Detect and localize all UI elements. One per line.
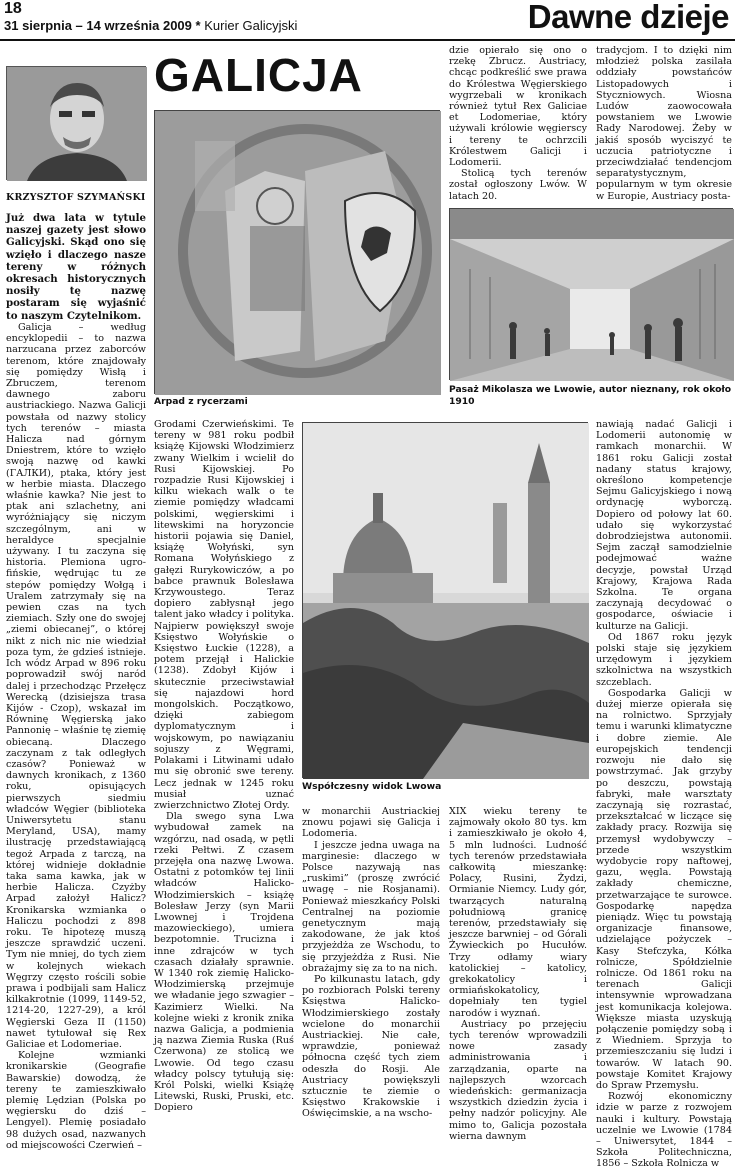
section-title: Dawne dzieje	[527, 0, 729, 35]
paragraph: dzie opierało się ono o rzekę Zbrucz. Austriacy, chcąc podkreślić swe prawa do Królestwa Węgierskiego wygrzebali w kronikach również tytuł Rex Galiciae et Lodomeriae, który używali królowie węgierscy i tereny te ochrzcili Królestwem Galicji i Lodomerii.	[449, 45, 587, 169]
mikolasz-passage-photo-icon	[450, 209, 734, 381]
paragraph: Dla swego syna Lwa wybudował zamek na wzgórzu, nad osadą, w pętli rzeki Pełtwi. Z czasem przejęła ona nazwę Lwowa. Ostatni z potomków tej linii władców Halicko-Włodzimierskich – książę Bolesław Jerzy (syn Marii Lwownej i Trojdena mazowieckiego), umiera bezpotomnie. Trucizna i inne zdrajców w tych czasach działały sprawnie. W 1340 rok ziemię Halicko-Włodzimierską przejmuje we władanie jego szwagier – Kazimierz Wielki. Na kolejne wieki z kronik znika nazwa Galicja, a podmienia ją nazwa Ziemia Ruska (Ruś Czerwona) ze stolicą we Lwowie. Od tego czasu władcy polscy tytułują się: Król Polski, wielki Książę Litewski, Ruski, Pruski, etc. Dopiero	[154, 811, 294, 1114]
paragraph: Galicja – według encyklopedii – to nazwa narzucana przez zaborców terenom, które znajdowały się pomiędzy Wisłą i Zbruczem, terenom dawnego zaboru austriackiego. Nazwa Galicji powstała od nazwy stolicy tych terenów – miasta Halicza nad górnym Dniestrem, które to wzięło swoją nazwę od kawki (ГАЛКИ), ptaka, który jest w herbie miasta. Dlaczego właśnie kawka? Nie jest to ptak ani szlachetny, ani wyróżniający się niczym szczególnym, ani w heraldyce specjalnie używany. I tu zaczyna się historia. Plemiona ugro-fińskie, wędrując tu ze stepów pomiędzy Wołgą i Uralem zatrzymały się na pewien czas na tych ziemiach. Szły one do swojej „ziemi obiecanej”, o której nikt z nich nic nie wiedział poza tym, że gdzieś istnieje. Ich wódz Arpad w 896 roku poprowadził swój naród dalej i przechodząc Przełęcz Werecką (dzisiejsza trasa Kijów - Czop), wskazał im Równinę Węgierską jako Pannonię – właśnie tę ziemię obiecaną. Dlaczego zaczynam z tak odległych czasów? Ponieważ w dawnych kronikach, z 1360 roku, opisujących pierwszych siedmiu władców Węgier (biblioteka Uniwersytetu stanu Meryland, USA), mamy ilustrację przedstawiającą tegoż Arpada z tarczą, na której widnieje dokładnie taka sama kawka, jak w herbie Halicza. Czyżby Arpad założył Halicz? Kronikarska wzmianka o Haliczu pochodzi z 898 roku. Te hipotezę muszą jeszcze sprawdzić uczeni. Tym nie mniej, do tych ziem w kolejnych wiekach Węgrzy często rościli sobie prawa i podbijali sam Halicz kilkakrotnie (1099, 1149-52, 1214-20, 1227-29), a król Węgierski Geza II (1150) nawet tytułował się Rex Galiciae et Lodomeriae.	[6, 322, 146, 1050]
text-column-3-top	[449, 45, 587, 205]
author-name: KRZYSZTOF SZYMAŃSKI	[6, 192, 146, 203]
paragraph: Austriacy po przejęciu tych terenów wprowadzili nowe zasady administrowania i zarządzania, oparte na najlepszych wzorcach wiedeńskich: germanizacja wszystkich dziedzin życia i pełny nadzór policyjny. Ale mimo to, Galicja pozostała wierna dawnym	[449, 1018, 587, 1142]
text-column-2	[154, 419, 294, 1114]
paragraph: XIX wieku tereny te zajmowały około 80 tys. km i zamieszkiwało je około 4, 5 mln ludności. Ludność tych terenów przedstawiała całkowitą mieszankę: Polacy, Rusini, Żydzi, Ormianie Niemcy. Ludy gór, twarzących naturalną południową granicę terenów, przedstawiały się jeszcze barwniej – od Górali Żywieckich po Hucułów. Trzy odłamy wiary katolickiej – katolicy, grekokatolicy i ormiańskokatolicy, dopełniały ten tygiel narodów i wyznań.	[449, 806, 587, 1019]
arpad-illustration	[154, 110, 440, 394]
paragraph: Stolicą tych terenów został ogłoszony Lwów. W latach 20.	[449, 168, 587, 202]
issue-date: 31 sierpnia – 14 września 2009	[4, 18, 192, 33]
caption-passage: Pasaż Mikolasza we Lwowie, autor nieznany, rok około 1910	[449, 384, 732, 407]
paragraph: Po kilkunastu latach, gdy po rozbiorach Polski tereny Księstwa Halicko-Włodzimierskiego zostały wcielone do monarchii Austriackiej. Nie całe, wprawdzie, ponieważ północna część tych ziem odeszła do Rosji. Ale Austriacy powiększyli sztucznie te ziemie o Księstwo Krakowskie i Oświęcimskie, a na wscho-	[302, 974, 440, 1120]
paragraph: w monarchii Austriackiej znowu pojawi się Galicja i Lodomeria.	[302, 806, 440, 840]
paragraph: Rozwój ekonomiczny idzie w parze z rozwojem nauki i kultury. Powstają uczelnie we Lwowie (1784 – Uniwersytet, 1844 – Szkoła Politechniczna, 1856 – Szkoła Rolnicza w	[596, 1091, 732, 1170]
paragraph: Kolejne wzmianki kronikarskie (Geografie Bawarskie) dowodzą, że tereny te zamieszkiwało plemię Lędzian (Polska po węgiersku do dziś – Lengyel). Plemię posiadało 98 dużych osad, nazwanych od miejscowości Czerwień –	[6, 1050, 146, 1151]
arpad-knights-illustration-icon	[155, 111, 441, 395]
paragraph: nawiają nadać Galicji i Lodomerii autonomię w ramkach monarchii. W 1861 roku Galicji został nadany status krajowy, określono kompetencje Sejmu Galicyjskiego i nową ordynację wyborczą. Dopiero od połowy lat 60. udało się wykorzystać dobrodziejstwa autonomii. Sejm zaczął samodzielnie podejmować ważne decyzje, powstał Urząd Krajowy, Krajowa Rada Szkolna. Te organa zaczynają decydować o gospodarce, oświacie i kulturze na Galicji.	[596, 419, 732, 632]
text-column-2b	[302, 806, 440, 1120]
header-rule	[0, 39, 735, 41]
caption-view: Współczesny widok Lwowa	[302, 781, 442, 792]
author-portrait-photo-icon	[7, 67, 147, 181]
paragraph: Od 1867 roku język polski staje się językiem urzędowym i językiem szkolnictwa na wszystkich szczeblach.	[596, 631, 732, 688]
text-column-3b	[449, 806, 587, 1142]
lviv-view-photo-icon	[303, 423, 589, 779]
article-lead: Już dwa lata w tytule naszej gazety jest słowo Galicyjski. Skąd ono się wzięło i dlaczego nasze tereny w różnych okresach historycznych nosiły tę nazwę postaram się wyjaśnić to naszym Czytelnikom.	[6, 212, 146, 322]
article-title: GALICJA	[154, 49, 363, 101]
caption-arpad: Arpad z rycerzami	[154, 396, 248, 407]
issue-line	[4, 18, 297, 33]
page-header	[0, 0, 735, 40]
paragraph: tradycjom. I to dzięki nim młodzież polska zasilała oddziały powstańców Listopadowych i Styczniowych. Wiosna Ludów zaowocowała powstaniem we Lwowie Rady Narodowej. Żeby w jakiś sposób wyciszyć te uczucia patriotyczne i przeciwdziałać tendencjom separatystycznym, popularnym w tym okresie w Europie, Austriacy posta-	[596, 45, 732, 202]
issue-separator: *	[195, 18, 201, 33]
text-column-4-top	[596, 45, 732, 205]
text-column-1	[6, 322, 146, 1151]
lviv-view-photo	[302, 422, 588, 778]
paragraph: Grodami Czerwieńskimi. Te tereny w 981 roku podbił książę Kijowski Włodzimierz zwany Wielkim i wcielił do Rusi Kijowskiej. Po rozpadzie Rusi Kijowskiej i kilku wiekach walk o te ziemie pomiędzy władcami polskimi, węgierskimi i litewskimi na horyzoncie historii pojawia się Daniel, książę Wołyński, syn Romana Wołyńskiego z gałęzi Rurykowiczów, a po babce prawnuk Bolesława Krzywoustego. Teraz dopiero zabłysnął jego talent jako władcy i polityka. Najpierw powiększył swoje Księstwo Wołyńskie o Księstwo Łuckie (1228), a potem przejął i Halickie (1238). Zdobył Kijów i skutecznie przeciwstawiał się najazdowi hord mongolskich. Początkowo, dzięki zabiegom dyplomatycznym i wojskowym, po nawiązaniu sojuszy z Węgrami, Polakami i Litwinami udało mu się obronić swe tereny. Lecz jednak w 1245 roku musiał uznać zwierzchnictwo Złotej Ordy.	[154, 419, 294, 811]
text-column-4	[596, 419, 732, 1170]
passage-photo	[449, 208, 733, 380]
paragraph: I jeszcze jedna uwaga na marginesie: dlaczego w Polsce nazywają nas „ruskimi” (proszę zwrócić uwagę – nie Rosjanami). Ponieważ mieszkańcy Polski Centralnej na poziomie genetycznym mają zakodowane, że jak ktoś przyjeżdża ze Wschodu, to się przyjeżdża z Rusi. Nie obrażajmy się za to na nich.	[302, 839, 440, 974]
paragraph: Gospodarka Galicji w dużej mierze opierała się na rolnictwo. Sprzyjały temu i warunki klimatyczne i dobre ziemie. Ale europejskich tendencji rozwoju nie dało się powstrzymać. Jak grzyby po deszczu, powstają fabryki, małe warsztaty zaczynają się rozrastać, przekształcać w liczące się zakłady pracy. Rozwija się przemysł wydobywczy – przede wszystkim wydobycie ropy naftowej, gazu, węgla. Powstają zakłady chemiczne, przetwarzające te surowce. Gospodarkę napędza pieniądz. Więc tu powstają organizacje finansowe, udzielające pożyczek – Kasy Stefczyka, Kółka rolnicze, Spółdzielnie rolnicze. Od 1861 roku na terenach Galicji intensywnie wprowadzana jest komunikacja kolejowa. Większe miasta uzyskują połączenie pomiędzy sobą i z Wiedniem. Sprzyja to przemieszczaniu się ludzi i towarów. W latach 90. powstaje Komitet Krajowy do Spraw Przemysłu.	[596, 687, 732, 1091]
author-portrait	[6, 66, 146, 180]
page-number: 18	[4, 0, 22, 17]
newspaper-name: Kurier Galicyjski	[204, 18, 298, 33]
